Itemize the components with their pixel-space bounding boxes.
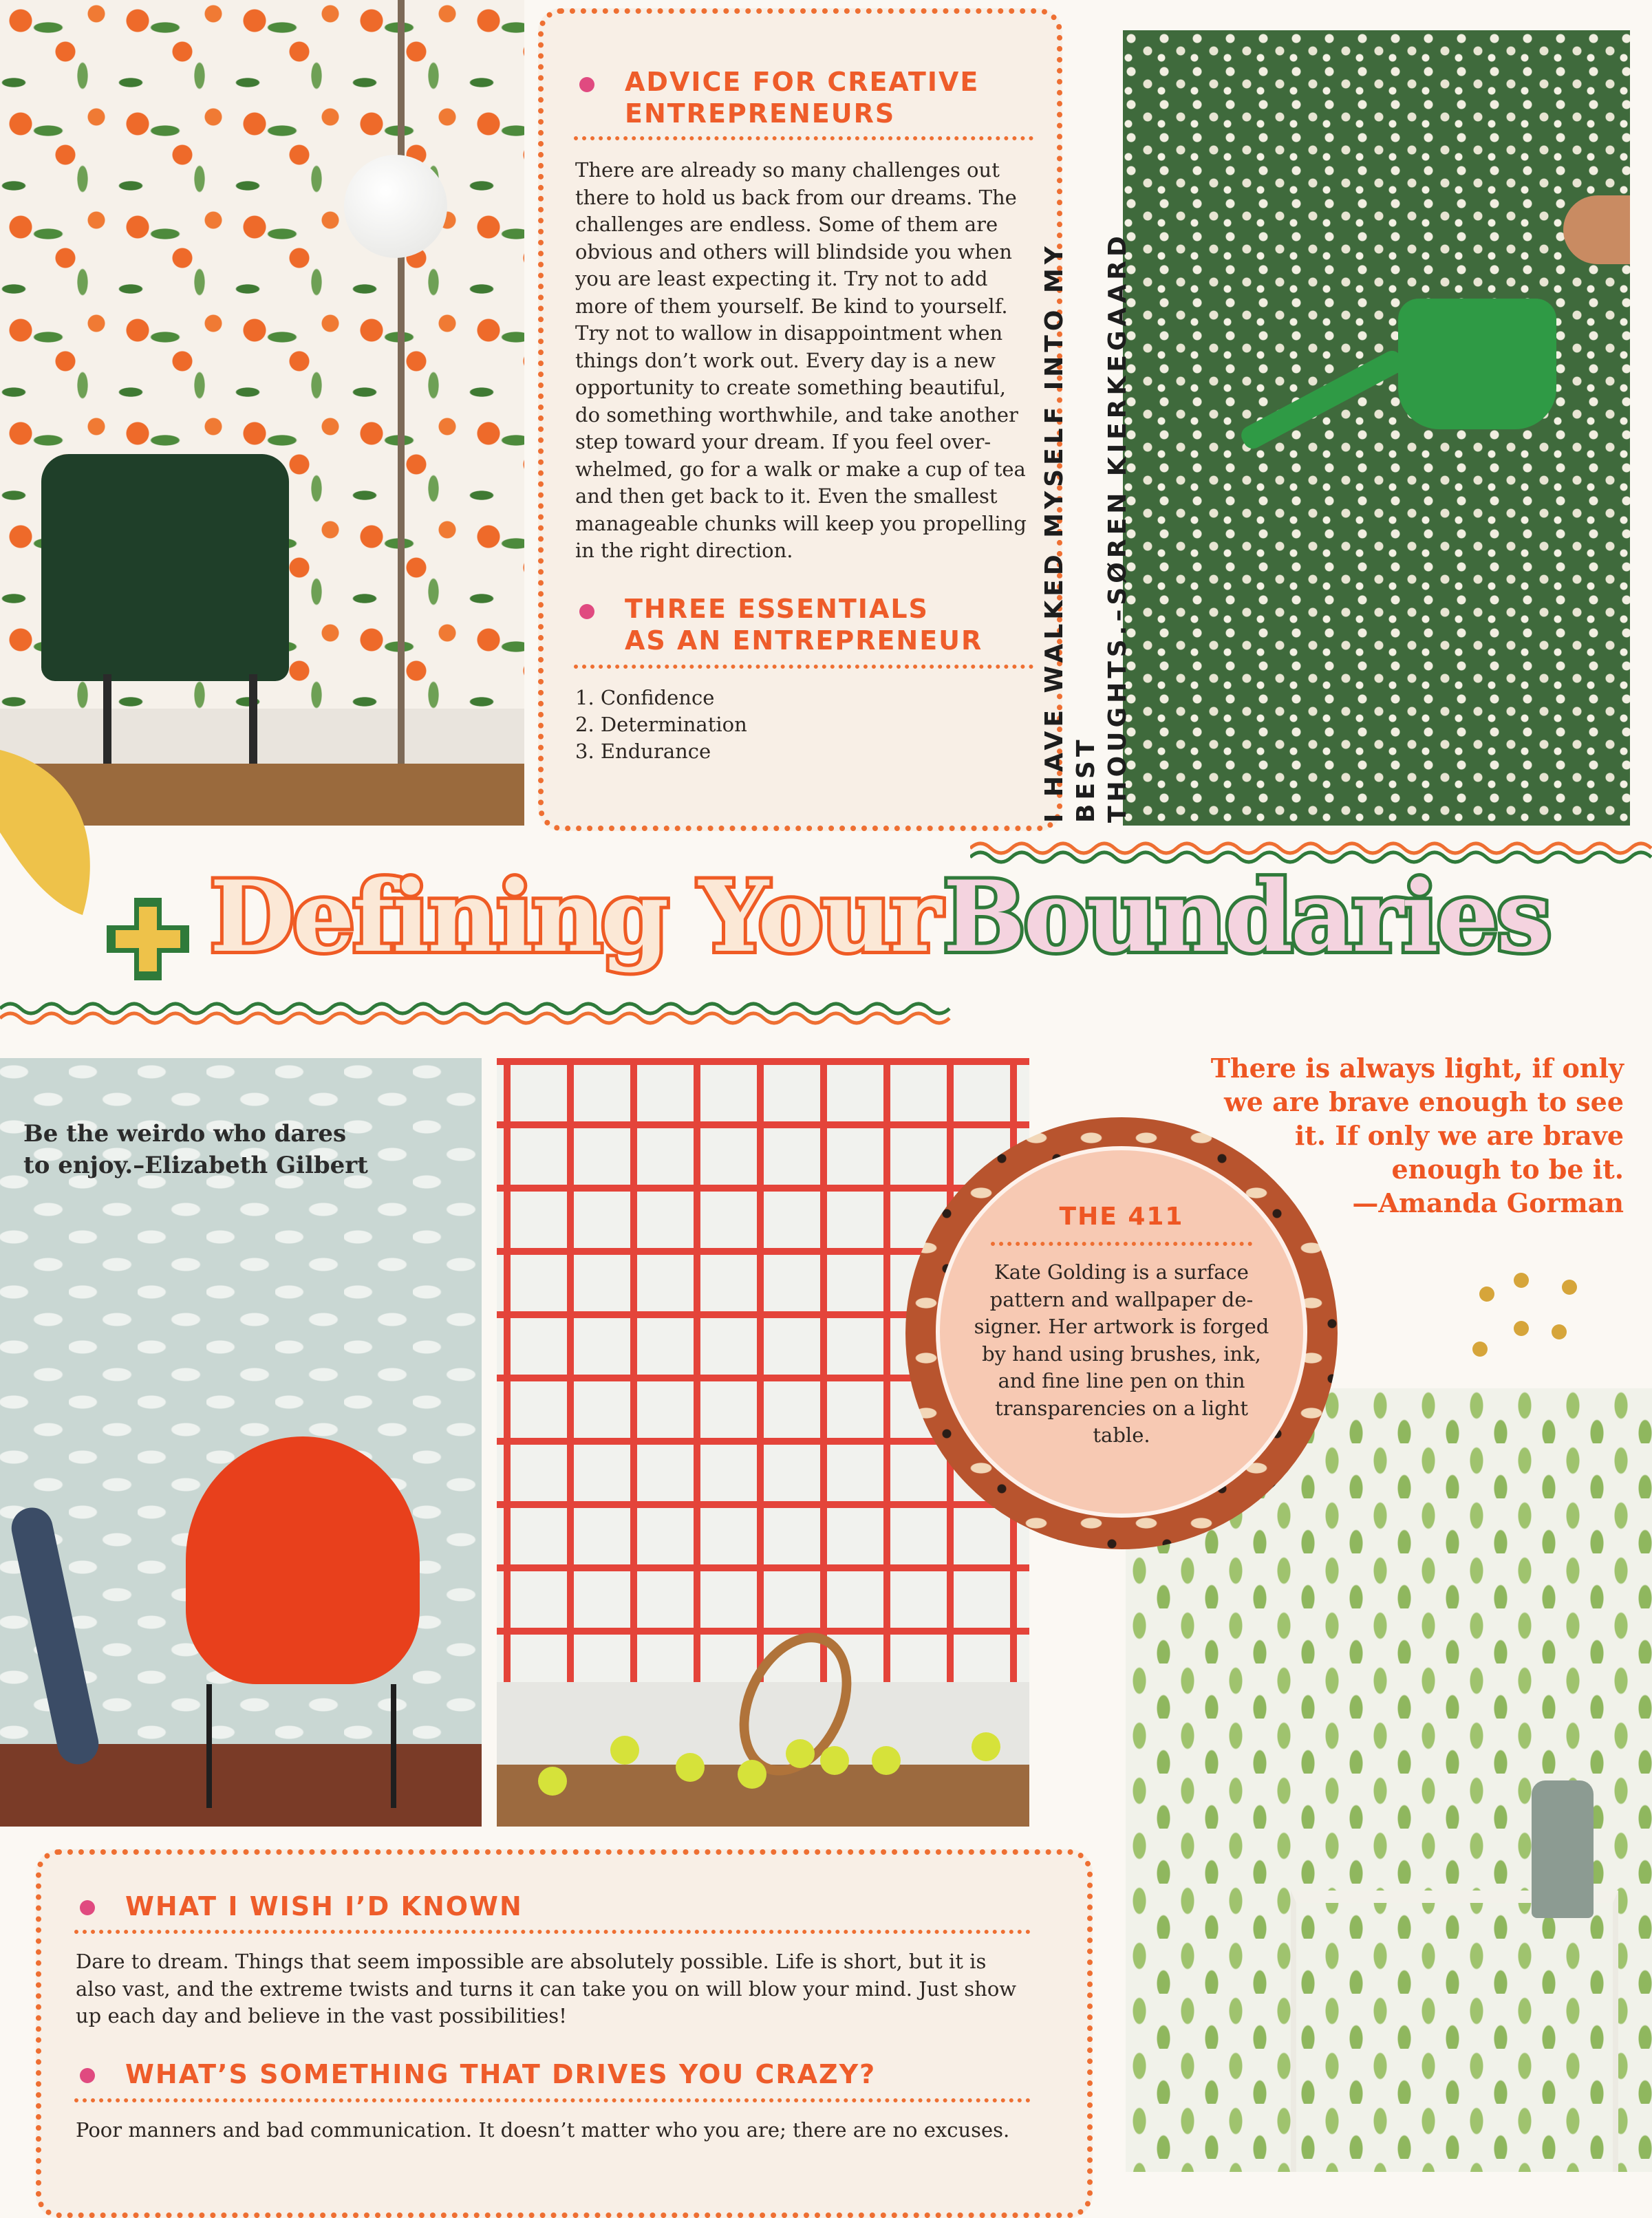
hand-arm [1563,195,1630,264]
tennis-ball [820,1746,849,1775]
decorative-dot [1562,1280,1577,1295]
wavy-divider-bottom [0,996,963,1031]
dotted-divider [74,1930,1031,1934]
decorative-dot [1479,1286,1494,1302]
chair-legs [206,1684,396,1808]
orange-wallpaper-photo [0,0,524,826]
advice-line: manageable chunks will keep you propelling [575,511,1027,535]
decorative-dot [1472,1342,1488,1357]
title-part-boundaries: Boundaries [943,860,1550,974]
advice-body [575,157,1050,565]
essentials-heading-line: THREE ESSENTIALS [625,594,929,624]
tennis-ball [538,1767,567,1796]
tennis-ball [972,1732,1000,1761]
plus-icon [103,894,193,984]
bullet-dot [80,1900,95,1915]
tennis-ball [738,1760,766,1789]
advice-line: in the right direction. [575,539,793,562]
advice-line: opportunity to create something beautiful, [575,376,1006,399]
the411-line: Kate Golding is a surface [994,1260,1249,1284]
advice-heading-line: ENTREPRENEURS [625,98,896,129]
tennis-ball [610,1736,639,1765]
the411-title: THE 411 [1059,1203,1184,1231]
essentials-heading-line: AS AN ENTREPRENEUR [625,625,983,656]
crazy-text: Poor manners and bad communication. It doesn’t matter who you are; there are no excuses. [76,2118,1010,2142]
decorative-dot [1552,1324,1567,1339]
dotted-divider [574,665,1033,669]
advice-line: there to hold us back from our dreams. The [575,185,1017,209]
bullet-dot [579,604,594,619]
advice-heading-line: ADVICE FOR CREATIVE [625,67,980,97]
essential-item: 2. Determination [575,713,747,736]
dotted-divider [574,136,1033,140]
quote-line: enough to be it. [1391,1154,1624,1185]
essential-item: 3. Endurance [575,740,711,763]
quote-line: it. If only we are brave [1294,1120,1624,1151]
advice-line: step toward your dream. If you feel over- [575,430,991,453]
dotted-divider [991,1242,1252,1246]
the411-body [974,1259,1269,1450]
the411-line: by hand using brushes, ink, [982,1342,1261,1366]
wish-line: Dare to dream. Things that seem impossible are absolutely possible. Life is short, but it is [76,1950,987,1973]
advice-line: and then get back to it. Even the smallest [575,484,998,508]
quote-line: we are brave enough to see [1224,1086,1624,1117]
watering-can [1398,299,1556,429]
advice-line: do something worthwhile, and take another [575,402,1018,427]
wish-line: also vast, and the extreme twists and turns it can take you on will blow your mind. Just show [76,1977,1017,2001]
advice-heading [625,66,979,129]
bar-cart [1291,1891,1618,2172]
orange-shell-chair [186,1436,420,1684]
tennis-ball [676,1753,705,1782]
advice-line: more of them yourself. Be kind to yourself. [575,294,1008,318]
quote-line: Be the weirdo who dares [23,1120,347,1148]
quote-line: I HAVE WALKED MYSELF INTO MY BEST [1040,242,1100,823]
daisy-wallpaper-photo [1123,30,1630,826]
title-part-defining-your: Defining Your [210,860,940,974]
the411-line: pattern and wallpaper de- [989,1287,1254,1311]
bullet-dot [579,77,594,92]
watering-can-spout [1238,347,1407,452]
quote-line: to enjoy.–Elizabeth Gilbert [23,1152,368,1179]
crazy-heading: WHAT’S SOMETHING THAT DRIVES YOU CRAZY? [125,2059,877,2089]
advice-line: challenges are endless. Some of them are [575,213,998,236]
the411-line: and fine line pen on thin [998,1369,1245,1392]
wish-line: up each day and believe in the vast possibilities! [76,2004,567,2027]
page-title [210,860,1549,974]
advice-line: whelmed, go for a walk or make a cup of tea [575,457,1026,481]
advice-line: Try not to wallow in disappointment when [575,321,1003,345]
the411-line: transparencies on a light [994,1396,1248,1420]
lamp-pole [398,0,405,764]
globe-lamp [344,155,447,258]
advice-line: There are already so many challenges out [575,158,1000,182]
tennis-ball [872,1746,901,1775]
wish-body [76,1948,1053,2030]
green-office-chair [41,454,289,681]
dotted-divider [74,2098,1031,2102]
kierkegaard-quote [1039,149,1132,823]
the411-line: signer. Her artwork is forged [974,1315,1269,1338]
advice-line: things don’t work out. Every day is a new [575,348,996,372]
decorative-dot [1514,1321,1529,1336]
advice-line: obvious and others will blindside you when [575,239,1012,263]
tennis-ball [786,1739,815,1768]
the411-line: table. [1093,1423,1150,1447]
wish-heading: WHAT I WISH I’D KNOWN [125,1891,523,1921]
yellow-leaf-decoration [0,750,103,977]
essential-item: 1. Confidence [575,686,715,709]
quote-line: —Amanda Gorman [1352,1187,1624,1218]
chair-base [103,674,257,764]
soda-siphon [1532,1780,1594,1918]
gilbert-quote [23,1118,436,1181]
bullet-dot [80,2068,95,2083]
advice-line: you are least expecting it. Try not to add [575,267,988,290]
decorative-dot [1514,1273,1529,1288]
umbrella [8,1504,103,1768]
quote-line: THOUGHTS.–SØREN KIERKEGAARD [1104,232,1132,823]
essentials-heading [625,593,983,656]
quote-line: There is always light, if only [1210,1053,1624,1084]
